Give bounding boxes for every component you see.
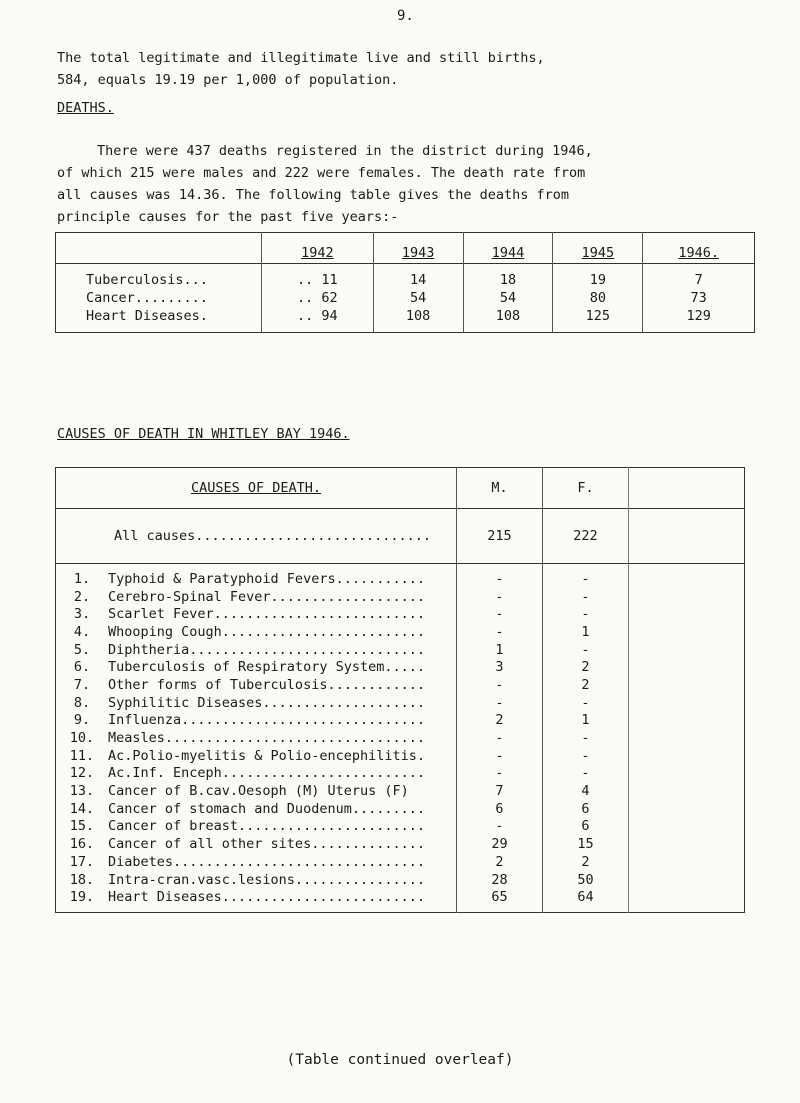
- row-number: 8.: [73, 694, 91, 711]
- causes-column-header: CAUSES OF DEATH.: [190, 480, 322, 496]
- five-year-row-cancer: [56, 289, 755, 307]
- row-label: Heart Diseases.: [86, 308, 208, 324]
- male-count: -: [457, 570, 543, 588]
- table-row: [56, 782, 745, 800]
- all-causes-row: [56, 509, 745, 564]
- female-count: 64: [543, 888, 629, 906]
- year-header: 1944: [463, 233, 553, 264]
- female-count: 6: [543, 800, 629, 818]
- cause-name: Typhoid & Paratyphoid Fevers...........: [108, 570, 425, 587]
- births-paragraph: [57, 47, 757, 91]
- cause-name: Syphilitic Diseases....................: [108, 694, 425, 711]
- female-count: -: [543, 747, 629, 765]
- value-cell: 18: [463, 271, 553, 289]
- row-number: 15.: [69, 818, 95, 835]
- cause-name: Other forms of Tuberculosis............: [108, 676, 425, 693]
- table-row: [56, 570, 745, 588]
- five-year-row-heart-diseases: [56, 307, 755, 325]
- cause-name: Cancer of breast.......................: [108, 818, 425, 835]
- five-year-header-row: [56, 233, 755, 264]
- male-count: 29: [457, 835, 543, 853]
- female-count: -: [543, 588, 629, 606]
- row-number: 5.: [73, 641, 91, 658]
- deaths-heading: DEATHS.: [57, 100, 114, 116]
- table-row: [56, 694, 745, 712]
- female-count: 2: [543, 658, 629, 676]
- table-row: [56, 729, 745, 747]
- table-row: [56, 658, 745, 676]
- all-causes-label: All causes.............................: [56, 509, 457, 564]
- row-number: 17.: [69, 853, 95, 870]
- row-number: 6.: [73, 659, 91, 676]
- table-row: [56, 641, 745, 659]
- births-line-2: 584, equals 19.19 per 1,000 of population.: [57, 72, 399, 88]
- female-count: 1: [543, 712, 629, 730]
- value-cell: .. 94: [262, 307, 374, 325]
- row-number: 9.: [73, 712, 91, 729]
- value-cell: 129: [643, 307, 755, 325]
- five-year-corner-cell: [56, 233, 262, 264]
- row-number: 3.: [73, 606, 91, 623]
- row-number: 18.: [69, 871, 95, 888]
- female-count: 2: [543, 853, 629, 871]
- female-count: -: [543, 765, 629, 783]
- row-number: 13.: [69, 783, 95, 800]
- births-line-1: The total legitimate and illegitimate live and still births,: [57, 50, 545, 66]
- causes-header-row: [56, 468, 745, 509]
- male-count: -: [457, 605, 543, 623]
- table-row: [56, 605, 745, 623]
- male-column-header: M.: [457, 468, 543, 509]
- year-header: 1943: [373, 233, 463, 264]
- female-count: -: [543, 570, 629, 588]
- male-count: 3: [457, 658, 543, 676]
- table-row: [56, 588, 745, 606]
- cause-name: Measles................................: [108, 730, 425, 747]
- all-causes-male: 215: [457, 509, 543, 564]
- male-count: 1: [457, 641, 543, 659]
- table-continued-note: (Table continued overleaf): [286, 1052, 514, 1068]
- row-label: Cancer.........: [86, 290, 208, 306]
- deaths-line-1: There were 437 deaths registered in the district during 1946,: [97, 143, 593, 159]
- male-count: 2: [457, 853, 543, 871]
- value-cell: 108: [373, 307, 463, 325]
- causes-heading: CAUSES OF DEATH IN WHITLEY BAY 1946.: [57, 426, 350, 442]
- page-number: 9.: [397, 8, 414, 24]
- row-label: Tuberculosis...: [86, 272, 208, 288]
- deaths-paragraph: [57, 140, 777, 228]
- cause-name: Whooping Cough.........................: [108, 623, 425, 640]
- female-column-header: F.: [543, 468, 629, 509]
- cause-name: Diphtheria.............................: [108, 641, 425, 658]
- five-year-deaths-table: [55, 232, 755, 333]
- male-count: -: [457, 588, 543, 606]
- male-count: -: [457, 747, 543, 765]
- row-number: 19.: [69, 889, 95, 906]
- male-count: -: [457, 676, 543, 694]
- cause-name: Cancer of B.cav.Oesoph (M) Uterus (F): [108, 783, 409, 800]
- table-row: [56, 676, 745, 694]
- table-row: [56, 888, 745, 906]
- deaths-line-4: principle causes for the past five years:-: [57, 209, 399, 225]
- table-row: [56, 835, 745, 853]
- cause-name: Cancer of all other sites..............: [108, 836, 425, 853]
- female-count: 6: [543, 818, 629, 836]
- value-cell: 80: [553, 289, 643, 307]
- female-count: -: [543, 641, 629, 659]
- row-number: 1.: [73, 570, 91, 587]
- cause-name: Diabetes...............................: [108, 853, 425, 870]
- row-number: 12.: [69, 765, 95, 782]
- female-count: -: [543, 694, 629, 712]
- row-number: 7.: [73, 676, 91, 693]
- table-row: [56, 818, 745, 836]
- five-year-row-tuberculosis: [56, 271, 755, 289]
- cause-name: Cancer of stomach and Duodenum.........: [108, 800, 425, 817]
- value-cell: .. 62: [262, 289, 374, 307]
- female-count: -: [543, 605, 629, 623]
- deaths-line-3: all causes was 14.36. The following table gives the deaths from: [57, 187, 570, 203]
- cause-name: Scarlet Fever..........................: [108, 606, 425, 623]
- value-cell: 73: [643, 289, 755, 307]
- table-row: [56, 623, 745, 641]
- male-count: 28: [457, 871, 543, 889]
- male-count: 6: [457, 800, 543, 818]
- table-row: [56, 747, 745, 765]
- table-row: [56, 853, 745, 871]
- cause-name: Ac.Inf. Enceph.........................: [108, 765, 425, 782]
- male-count: -: [457, 694, 543, 712]
- male-count: -: [457, 729, 543, 747]
- male-count: -: [457, 623, 543, 641]
- row-number: 2.: [73, 588, 91, 605]
- male-count: 2: [457, 712, 543, 730]
- cause-name: Ac.Polio-myelitis & Polio-encephilitis.: [108, 747, 425, 764]
- value-cell: 19: [553, 271, 643, 289]
- table-row: [56, 800, 745, 818]
- table-row: [56, 871, 745, 889]
- female-count: 15: [543, 835, 629, 853]
- male-count: 65: [457, 888, 543, 906]
- causes-of-death-table: [55, 467, 745, 913]
- row-number: 16.: [69, 836, 95, 853]
- value-cell: 108: [463, 307, 553, 325]
- female-count: 1: [543, 623, 629, 641]
- value-cell: 54: [373, 289, 463, 307]
- value-cell: 14: [373, 271, 463, 289]
- cause-name: Cerebro-Spinal Fever...................: [108, 588, 425, 605]
- cause-name: Influenza..............................: [108, 712, 425, 729]
- row-number: 10.: [69, 730, 95, 747]
- cause-name: Heart Diseases.........................: [108, 889, 425, 906]
- value-cell: 54: [463, 289, 553, 307]
- year-header: 1946.: [643, 233, 755, 264]
- male-count: -: [457, 765, 543, 783]
- female-count: 2: [543, 676, 629, 694]
- table-row: [56, 712, 745, 730]
- deaths-line-2: of which 215 were males and 222 were females. The death rate from: [57, 165, 586, 181]
- value-cell: .. 11: [262, 271, 374, 289]
- row-number: 4.: [73, 623, 91, 640]
- male-count: -: [457, 818, 543, 836]
- cause-rows: [56, 570, 745, 906]
- value-cell: 125: [553, 307, 643, 325]
- row-number: 14.: [69, 800, 95, 817]
- all-causes-female: 222: [543, 509, 629, 564]
- female-count: -: [543, 729, 629, 747]
- table-row: [56, 765, 745, 783]
- value-cell: 7: [643, 271, 755, 289]
- female-count: 4: [543, 782, 629, 800]
- cause-name: Tuberculosis of Respiratory System.....: [108, 659, 425, 676]
- male-count: 7: [457, 782, 543, 800]
- row-number: 11.: [69, 747, 95, 764]
- cause-name: Intra-cran.vasc.lesions................: [108, 871, 425, 888]
- year-header: 1945: [553, 233, 643, 264]
- year-header: 1942: [262, 233, 374, 264]
- female-count: 50: [543, 871, 629, 889]
